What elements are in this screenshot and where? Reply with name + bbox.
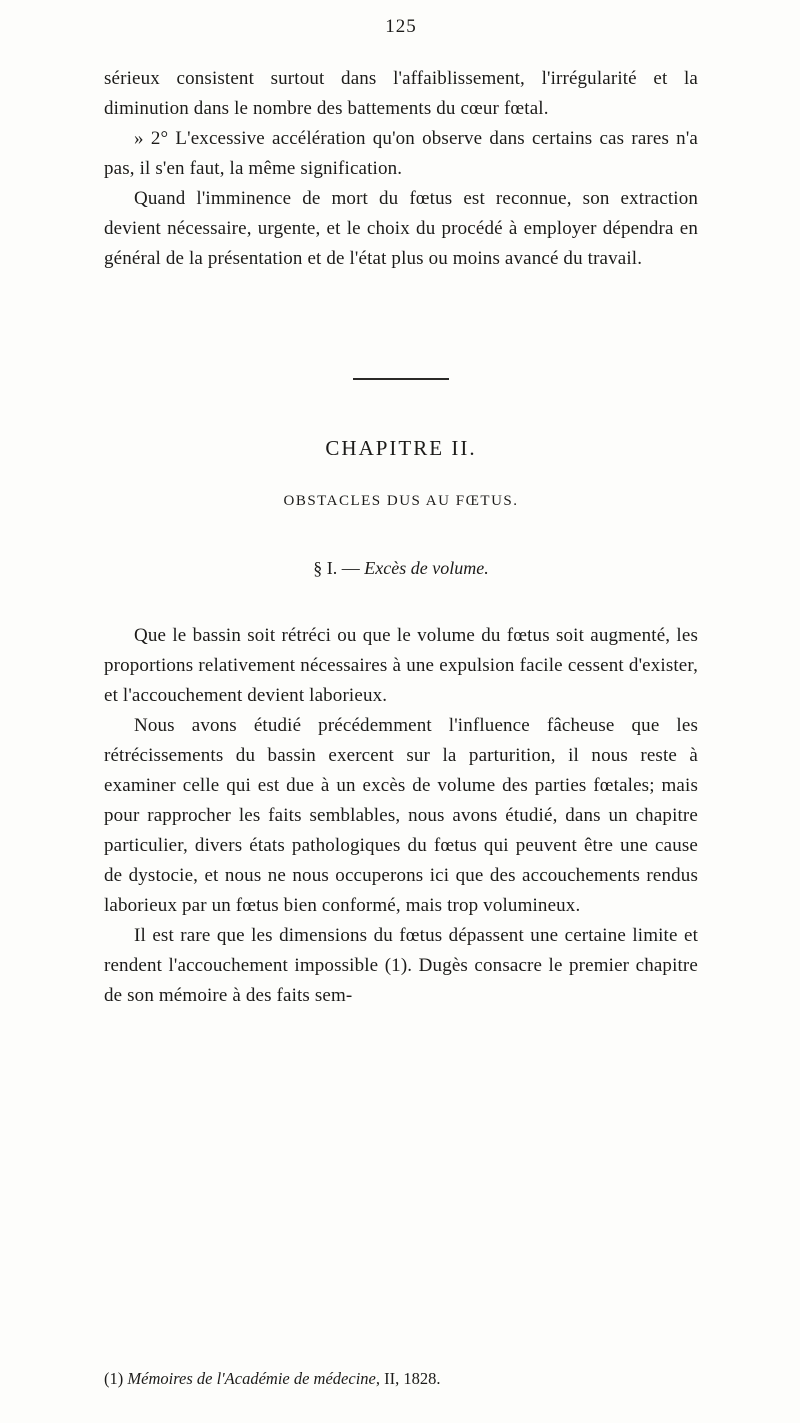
chapter-title: CHAPITRE II.: [325, 436, 477, 460]
body-paragraph: » 2° L'excessive accélération qu'on observe dans certains cas rares n'a pas, il s'en faut, la même signification.: [104, 128, 698, 179]
section-title: Excès de volume.: [364, 558, 489, 578]
page-number: 125: [385, 16, 417, 37]
footnote-marker: (1): [104, 1369, 128, 1388]
section-body: [104, 621, 698, 1011]
footnote-citation: Mémoires de l'Académie de médecine: [127, 1369, 376, 1388]
footnote-detail: , II, 1828.: [375, 1369, 441, 1388]
footnote: [104, 1367, 698, 1391]
separator-rule: [353, 378, 449, 380]
body-paragraph: Quand l'imminence de mort du fœtus est reconnue, son extraction devient nécessaire, urgente, et le choix du procédé à employer dépendra en général de la présentation et de l'état plus ou moins avancé du travail.: [104, 188, 698, 269]
body-paragraph: Que le bassin soit rétréci ou que le volume du fœtus soit augmenté, les proportions relativement nécessaires à une expulsion facile cessent d'exister, et l'accouchement devient laborieux.: [104, 625, 698, 706]
body-paragraph: sérieux consistent surtout dans l'affaiblissement, l'irrégularité et la diminution dans le nombre des battements du cœur fœtal.: [104, 68, 698, 119]
body-paragraph: Nous avons étudié précédemment l'influence fâcheuse que les rétrécissements du bassin exercent sur la parturition, il nous reste à examiner celle qui est due à un excès de volume des parties fœtales; mais pour rapprocher les faits semblables, nous avons étudié, dans un chapitre particulier, divers états pathologiques du fœtus qui peuvent être une cause de dystocie, et nous ne nous occuperons ici que des accouchements rendus laborieux par un fœtus bien conformé, mais trop volumineux.: [104, 715, 698, 916]
section-number: § I. —: [313, 558, 365, 578]
chapter-subtitle: OBSTACLES DUS AU FŒTUS.: [283, 493, 519, 509]
page-content: [104, 16, 698, 1011]
body-paragraph: Il est rare que les dimensions du fœtus dépassent une certaine limite et rendent l'accouchement impossible (1). Dugès consacre le premier chapitre de son mémoire à des faits sem-: [104, 925, 698, 1006]
section-heading: [104, 558, 698, 579]
